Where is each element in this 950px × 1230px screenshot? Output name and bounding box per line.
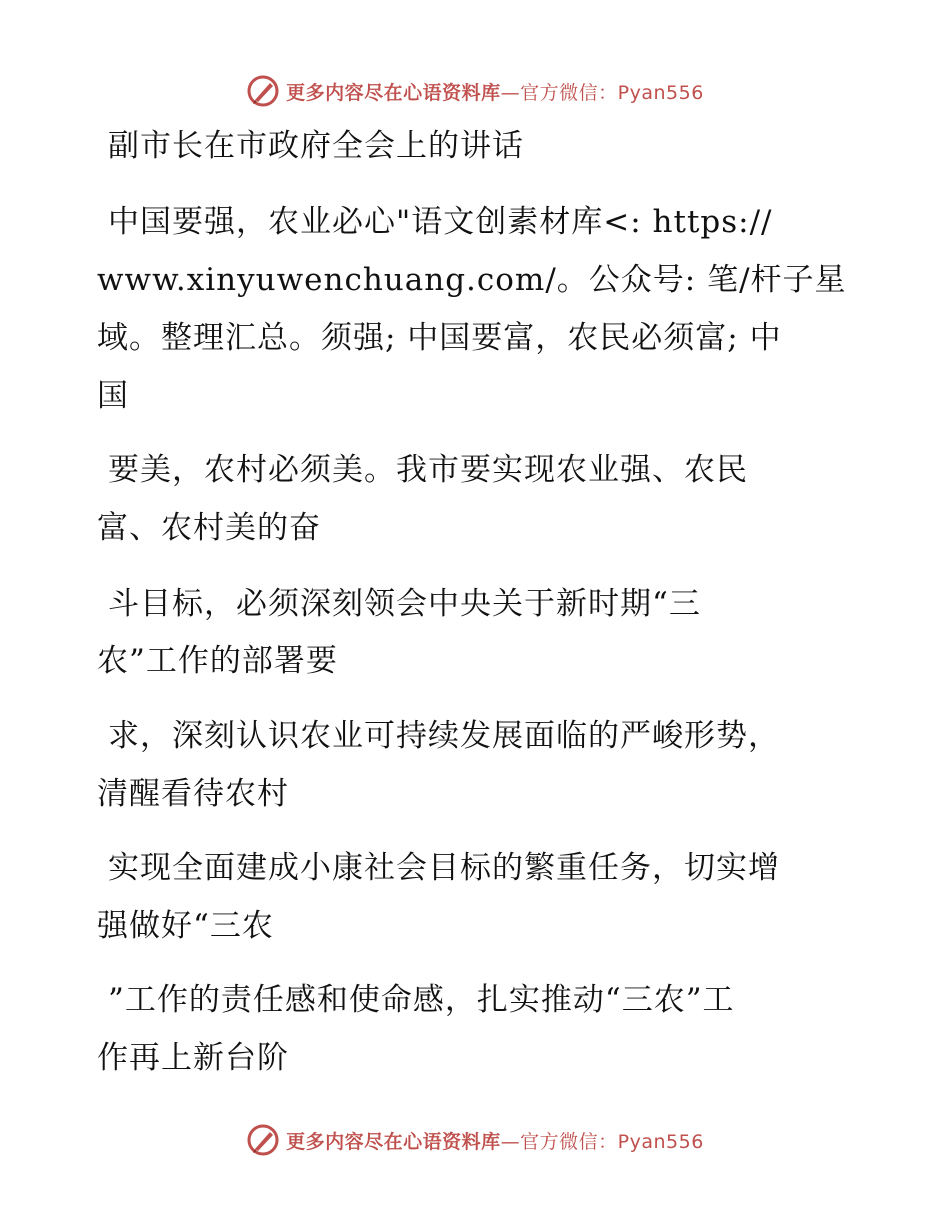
paragraph-line: 清醒看待农村 <box>97 776 289 812</box>
paragraph-line: www.xinyuwenchuang.com/。公众号: 笔/杆子星 <box>97 262 847 298</box>
paragraph-line: 富、农村美的奋 <box>97 510 321 546</box>
quill-pen-logo-icon <box>246 1123 280 1157</box>
paragraph-line: 国 <box>97 378 129 414</box>
paragraph-line: 中国要强，农业必心"语文创素材库<: https:// <box>108 204 773 240</box>
paragraph-line: ”工作的责任感和使命感，扎实推动“三农”工 <box>108 982 735 1018</box>
paragraph-line: 域。整理汇总。须强; 中国要富，农民必须富; 中 <box>97 320 782 356</box>
watermark-text: 更多内容尽在心语资料库—官方微信：Pyan556 <box>286 1130 704 1153</box>
paragraph-line: 斗目标，必须深刻领会中央关于新时期“三 <box>108 586 701 622</box>
watermark-banner-bottom <box>0 1120 950 1160</box>
document-title: 副市长在市政府全会上的讲话 <box>108 128 524 164</box>
paragraph-line: 求，深刻认识农业可持续发展面临的严峻形势， <box>108 718 780 754</box>
watermark-text: 更多内容尽在心语资料库—官方微信：Pyan556 <box>286 81 704 104</box>
paragraph-line: 强做好“三农 <box>97 908 274 944</box>
paragraph-line: 作再上新台阶 <box>97 1040 289 1076</box>
paragraph-line: 农”工作的部署要 <box>97 643 338 679</box>
watermark-banner-top <box>0 71 950 111</box>
paragraph-line: 要美，农村必须美。我市要实现农业强、农民 <box>108 452 748 488</box>
quill-pen-logo-icon <box>246 74 280 108</box>
paragraph-line: 实现全面建成小康社会目标的繁重任务，切实增 <box>108 850 780 886</box>
